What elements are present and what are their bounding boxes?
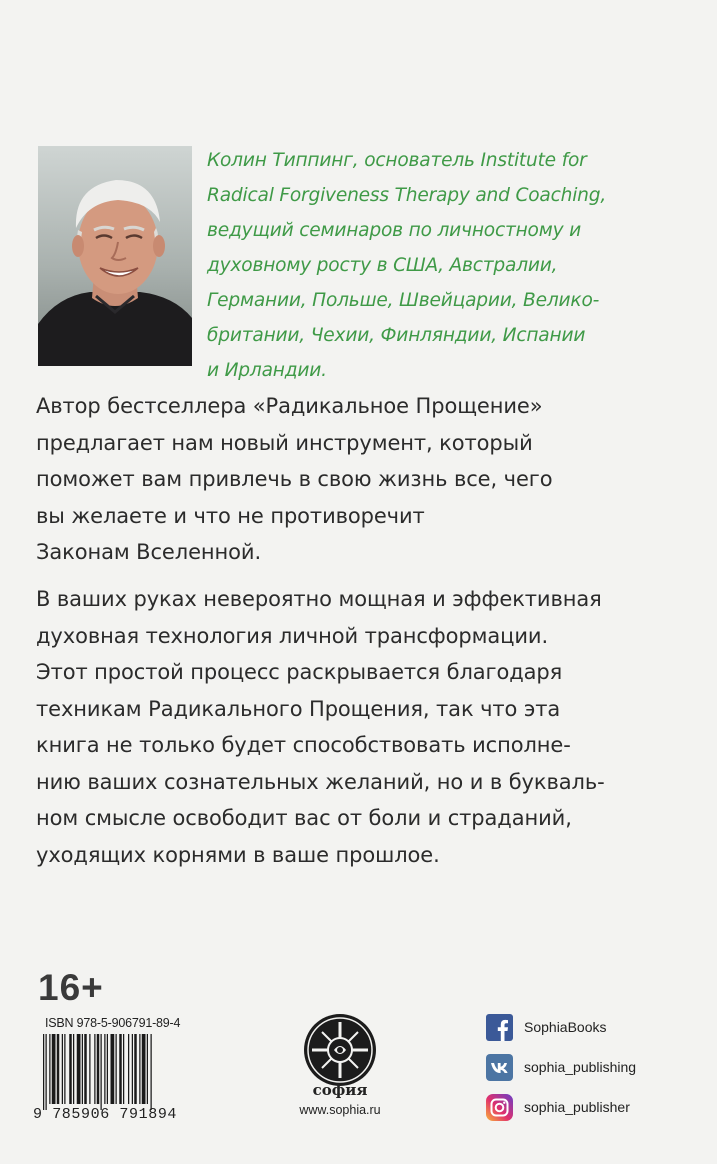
instagram-icon: [486, 1094, 513, 1121]
paragraph-line: Законам Вселенной.: [36, 540, 262, 564]
publisher-website[interactable]: www.sophia.ru: [299, 1103, 381, 1117]
social-instagram[interactable]: [486, 1094, 686, 1122]
paragraph-line: Этот простой процесс раскрывается благодаря: [36, 660, 563, 684]
paragraph-line: вы желаете и что не противоречит: [36, 503, 425, 528]
isbn-text: ISBN 978-5-906791-89-4: [45, 1016, 181, 1030]
author-photo: [38, 146, 192, 366]
paragraph-line: нию ваших сознательных желаний, но и в букваль-: [36, 769, 605, 794]
bio-line: ведущий семинаров по личностному и: [207, 220, 581, 241]
social-vk[interactable]: [486, 1054, 686, 1082]
bio-line: Германии, Польше, Швейцарии, Велико-: [207, 290, 600, 311]
description-paragraph-1: [36, 388, 686, 571]
vk-icon: [486, 1054, 513, 1081]
bio-line: Колин Типпинг, основатель Institute for: [207, 150, 587, 171]
bio-line: британии, Чехии, Финляндии, Испании: [207, 325, 586, 346]
social-handle: sophia_publisher: [524, 1099, 630, 1115]
barcode-number: 9 785906 791894: [33, 1106, 178, 1123]
isbn-barcode: [33, 1014, 198, 1124]
facebook-icon: [486, 1014, 513, 1041]
social-facebook[interactable]: [486, 1014, 686, 1042]
paragraph-line: предлагает нам новый инструмент, который: [36, 430, 533, 455]
social-handle: SophiaBooks: [524, 1019, 607, 1035]
paragraph-line: В ваших руках невероятно мощная и эффективная: [36, 587, 602, 611]
social-handle: sophia_publishing: [524, 1059, 637, 1075]
author-bio: [207, 143, 647, 388]
paragraph-line: уходящих корнями в ваше прошлое.: [36, 842, 440, 867]
paragraph-line: духовная технология личной трансформации.: [36, 623, 549, 648]
paragraph-line: техникам Радикального Прощения, так что эта: [36, 696, 561, 721]
barcode-bars: [43, 1034, 193, 1110]
bio-line: духовному росту в США, Австралии,: [207, 255, 558, 276]
age-rating: 16+: [38, 967, 104, 1008]
bio-line: и Ирландии.: [207, 360, 327, 381]
paragraph-line: поможет вам привлечь в свою жизнь все, чего: [36, 467, 553, 491]
publisher-name: софия: [312, 1081, 368, 1099]
bio-line: Radical Forgiveness Therapy and Coaching,: [207, 185, 607, 206]
paragraph-line: ном смысле освободит вас от боли и страданий,: [36, 806, 572, 830]
paragraph-line: Автор бестселлера «Радикальное Прощение»: [36, 394, 543, 418]
paragraph-line: книга не только будет способствовать исполне-: [36, 733, 571, 757]
description-paragraph-2: [36, 581, 686, 873]
publisher-logo: [302, 1012, 378, 1088]
